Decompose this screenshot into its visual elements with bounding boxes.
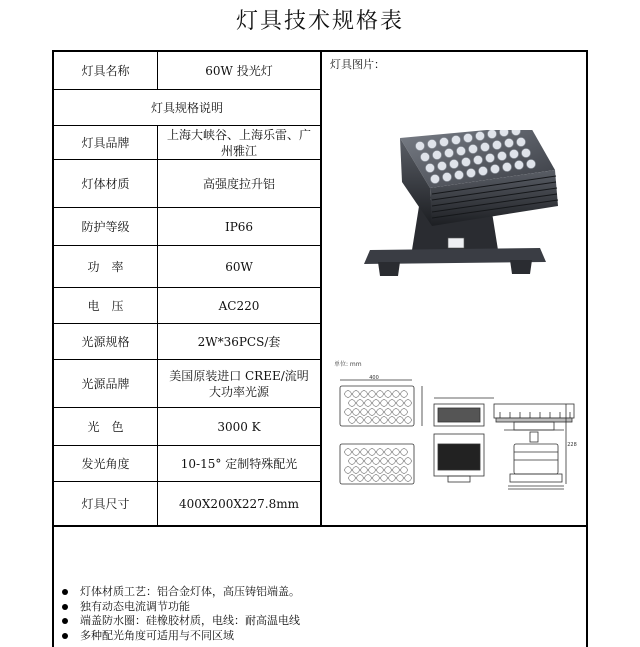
note-item: [62, 600, 300, 615]
spec-row: [54, 246, 320, 288]
spec-label: 光源品牌: [54, 360, 158, 407]
spec-row: [54, 446, 320, 482]
drawing-unit-label: 单位: mm: [334, 361, 362, 368]
picture-label: 灯具图片：: [330, 58, 385, 71]
spec-row: [54, 408, 320, 446]
spec-row: [54, 160, 320, 208]
drawing-dim-height: 228: [567, 442, 577, 448]
spec-row: [54, 126, 320, 160]
spec-column: [54, 52, 322, 525]
spec-label: 功 率: [54, 246, 158, 287]
spec-value: 2W*36PCS/套: [197, 334, 281, 349]
note-text: 灯体材质工艺：铝合金灯体，高压铸铝端盖。: [80, 585, 300, 598]
spec-row: [54, 288, 320, 324]
spec-label: 发光角度: [54, 446, 158, 481]
spec-label: 灯体材质: [54, 160, 158, 207]
spec-header-row: [54, 90, 320, 126]
spec-value: 60W 投光灯: [205, 63, 273, 78]
product-image: [340, 130, 562, 284]
note-text: 多种配光角度可适用与不同区域: [80, 628, 234, 642]
drawing-dim-width: 400: [369, 375, 379, 381]
feature-notes: [62, 585, 300, 643]
bullet-icon: [62, 633, 68, 639]
spec-label: 灯具品牌: [54, 126, 158, 159]
note-item: [62, 585, 300, 600]
spec-label: 防护等级: [54, 208, 158, 245]
spec-row: [54, 360, 320, 408]
spec-label: 灯具尺寸: [54, 482, 158, 525]
spec-value: 10-15° 定制特殊配光: [180, 456, 298, 471]
spec-row-name: [54, 52, 320, 90]
bullet-icon: [62, 618, 68, 624]
technical-drawings: [334, 374, 584, 528]
spec-value: IP66: [224, 219, 254, 234]
spec-row: [54, 324, 320, 360]
spec-label: 灯具名称: [54, 52, 158, 89]
spec-value: 上海大峡谷、上海乐雷、广州雅江: [166, 127, 311, 158]
spec-value: AC220: [218, 298, 260, 313]
document-title: 灯具技术规格表: [235, 9, 404, 34]
spec-row: [54, 482, 320, 525]
note-item: [62, 629, 300, 644]
spec-value: 高强度拉升铝: [202, 176, 275, 191]
spec-label: 电 压: [54, 288, 158, 323]
note-item: [62, 614, 300, 629]
spec-value: 3000 K: [217, 419, 261, 434]
spec-row: [54, 208, 320, 246]
note-text: 端盖防水圈：硅橡胶材质，电线：耐高温电线: [80, 614, 300, 627]
bullet-icon: [62, 589, 68, 595]
spec-value: 400X200X227.8mm: [178, 496, 299, 511]
note-text: 独有动态电流调节功能: [80, 599, 190, 613]
spec-label: 光源规格: [54, 324, 158, 359]
spec-label: 光 色: [54, 408, 158, 445]
spec-table: [52, 50, 588, 527]
spec-value: 美国原装进口 CREE/流明大功率光源: [169, 368, 309, 399]
spec-value: 60W: [225, 259, 253, 274]
bullet-icon: [62, 604, 68, 610]
spec-header: 灯具规格说明: [150, 101, 223, 115]
